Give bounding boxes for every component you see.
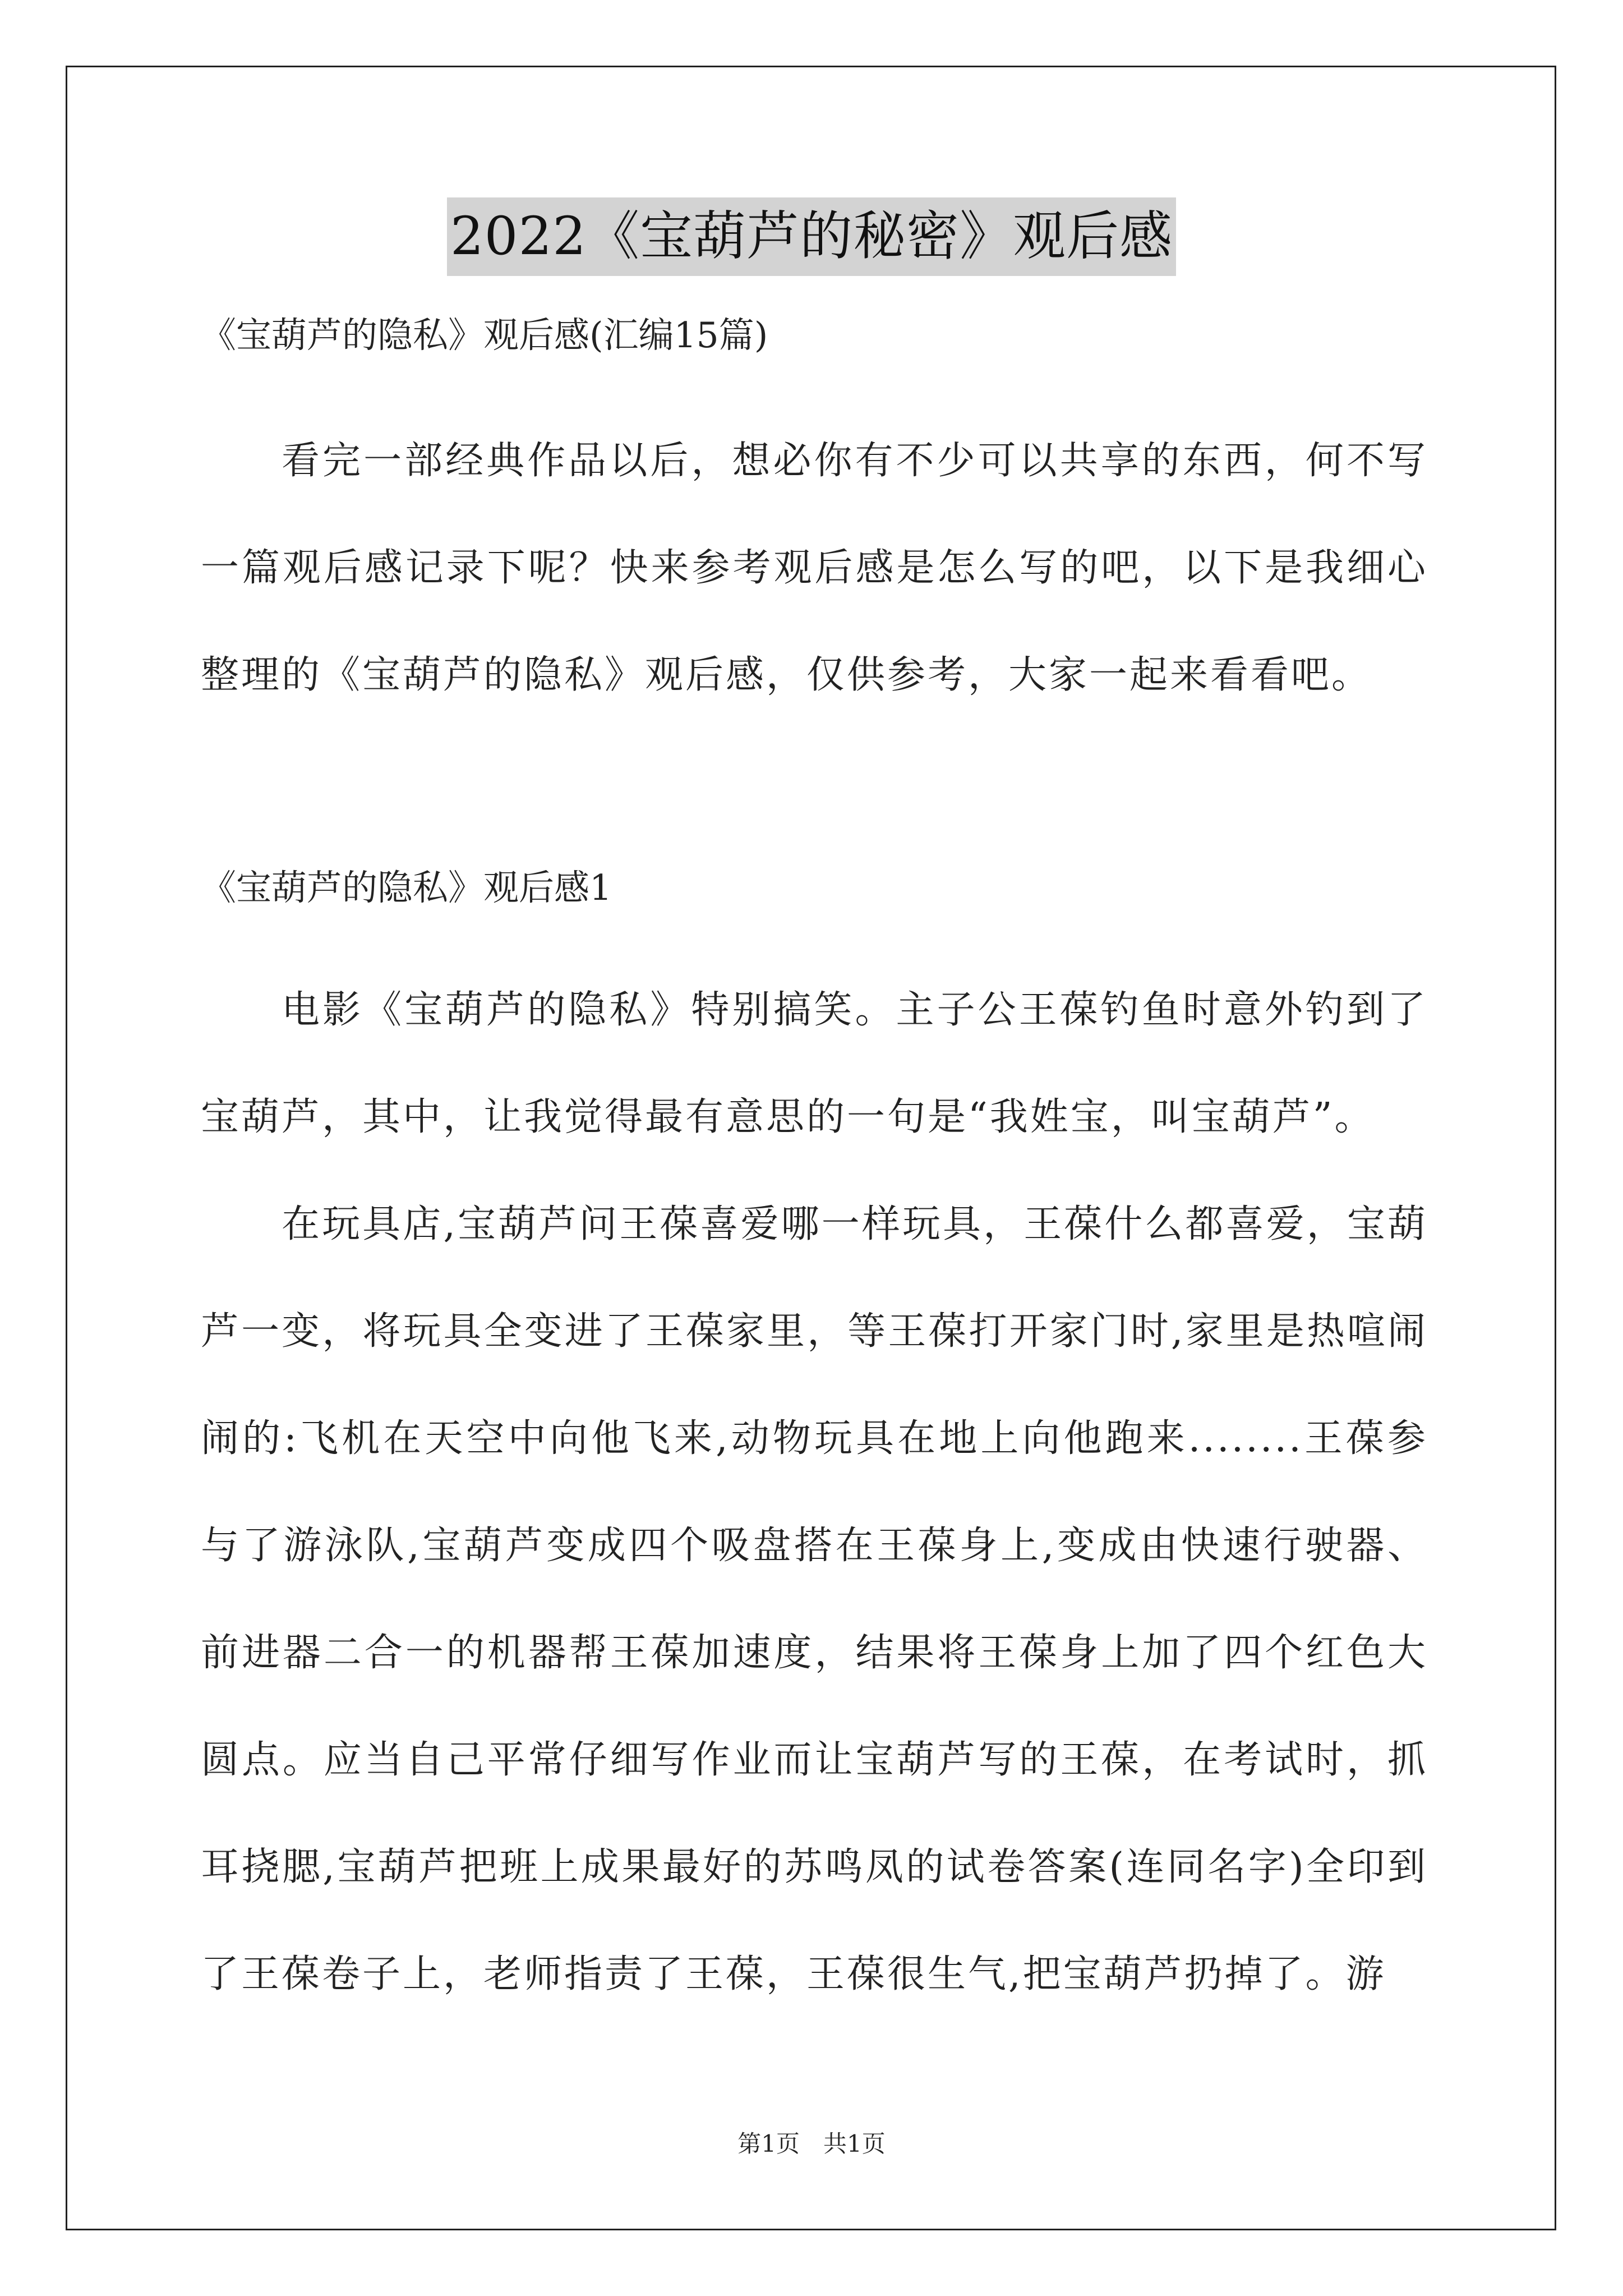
body-paragraph: 在玩具店,宝葫芦问王葆喜爱哪一样玩具，王葆什么都喜爱，宝葫芦一变，将玩具全变进了王葆家里，等王葆打开家门时,家里是热喧闹闹的:飞机在天空中向他飞来,动物玩具在地上向他跑来........王葆参与了游泳队,宝葫芦变成四个吸盘搭在王葆身上,变成由快速行驶器、前进器二合一的机器帮王葆加速度，结果将王葆身上加了四个红色大圆点。应当自己平常仔细写作业而让宝葫芦写的王葆，在考试时，抓耳挠腮,宝葫芦把班上成果最好的苏鸣凤的试卷答案(连同名字)全印到了王葆卷子上，老师指责了王葆，王葆很生气,把宝葫芦扔掉了。游	[201, 1202, 1428, 1996]
document-body	[201, 307, 1428, 2028]
intro-paragraph: 看完一部经典作品以后，想必你有不少可以共享的东西，何不写一篇观后感记录下呢？快来参考观后感是怎么写的吧，以下是我细心整理的《宝葫芦的隐私》观后感，仅供参考，大家一起来看看吧。	[201, 439, 1428, 697]
body-paragraph: 电影《宝葫芦的隐私》特别搞笑。主子公王葆钓鱼时意外钓到了宝葫芦，其中，让我觉得最有意思的一句是“我姓宝，叫宝葫芦”。	[201, 988, 1428, 1139]
page-footer: 第1页 共1页	[737, 2130, 886, 2157]
document-subtitle: 《宝葫芦的隐私》观后感(汇编15篇)	[201, 315, 768, 356]
section-heading: 《宝葫芦的隐私》观后感1	[201, 867, 612, 908]
document-title: 2022《宝葫芦的秘密》观后感	[447, 197, 1176, 276]
title-container	[0, 197, 1623, 276]
